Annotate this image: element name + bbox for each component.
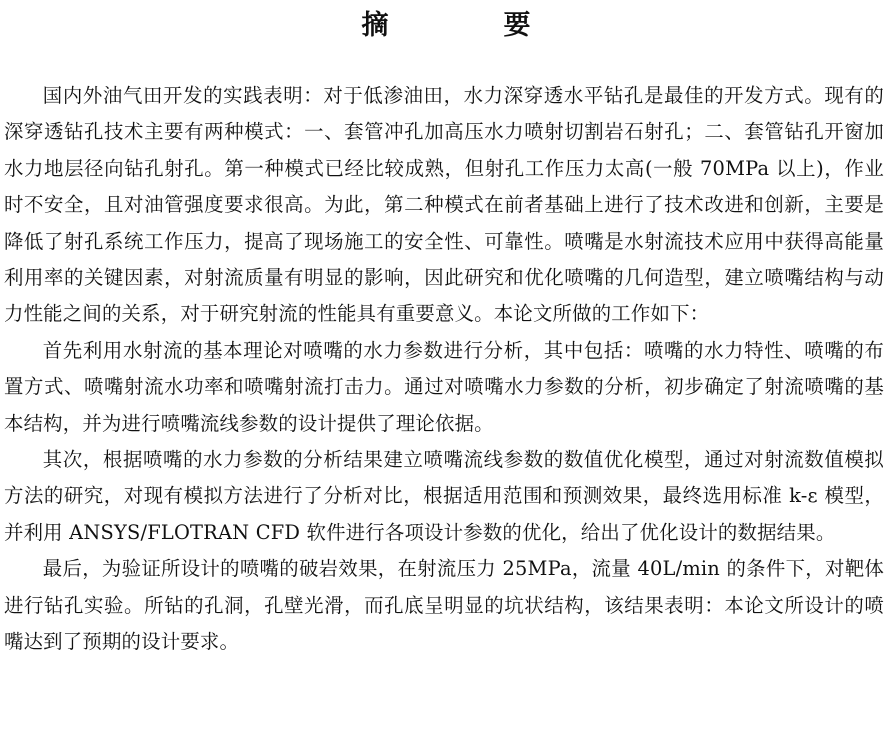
page-title: 摘 要 <box>361 10 575 41</box>
paragraph-hydraulic-analysis: 首先利用水射流的基本理论对喷嘴的水力参数进行分析，其中包括：喷嘴的水力特性、喷嘴的布置方式、喷嘴射流水功率和喷嘴射流打击力。通过对喷嘴水力参数的分析，初步确定了射流喷嘴的基本结构，并为进行喷嘴流线参数的设计提供了理论依据。 <box>4 338 884 435</box>
paragraph-intro: 国内外油气田开发的实践表明：对于低渗油田，水力深穿透水平钻孔是最佳的开发方式。现有的深穿透钻孔技术主要有两种模式：一、套管冲孔加高压水力喷射切割岩石射孔；二、套管钻孔开窗加水力地层径向钻孔射孔。第一种模式已经比较成熟，但射孔工作压力太高(一般 70MPa 以上)，作业时不安全，且对油管强度要求很高。为此，第二种模式在前者基础上进行了技术改进和创新，主要是降低了射孔系统工作压力，提高了现场施工的安全性、可靠性。喷嘴是水射流技术应用中获得高能量利用率的关键因素，对射流质量有明显的影响，因此研究和优化喷嘴的几何造型，建立喷嘴结构与动力性能之间的关系，对于研究射流的性能具有重要意义。本论文所做的工作如下： <box>4 84 884 326</box>
abstract-body <box>4 78 884 661</box>
paragraph-numerical-optimization: 其次，根据喷嘴的水力参数的分析结果建立喷嘴流线参数的数值优化模型，通过对射流数值模拟方法的研究，对现有模拟方法进行了分析对比，根据适用范围和预测效果，最终选用标准 k-ε 模型，并利用 ANSYS/FLOTRAN CFD 软件进行各项设计参数的优化，给出了优化设计的数据结果。 <box>4 448 884 544</box>
paragraph-drilling-experiment: 最后，为验证所设计的喷嘴的破岩效果，在射流压力 25MPa，流量 40L/min 的条件下，对靶体进行钻孔实验。所钻的孔洞，孔壁光滑，而孔底呈明显的坑状结构，该结果表明：本论文所设计的喷嘴达到了预期的设计要求。 <box>4 557 884 654</box>
